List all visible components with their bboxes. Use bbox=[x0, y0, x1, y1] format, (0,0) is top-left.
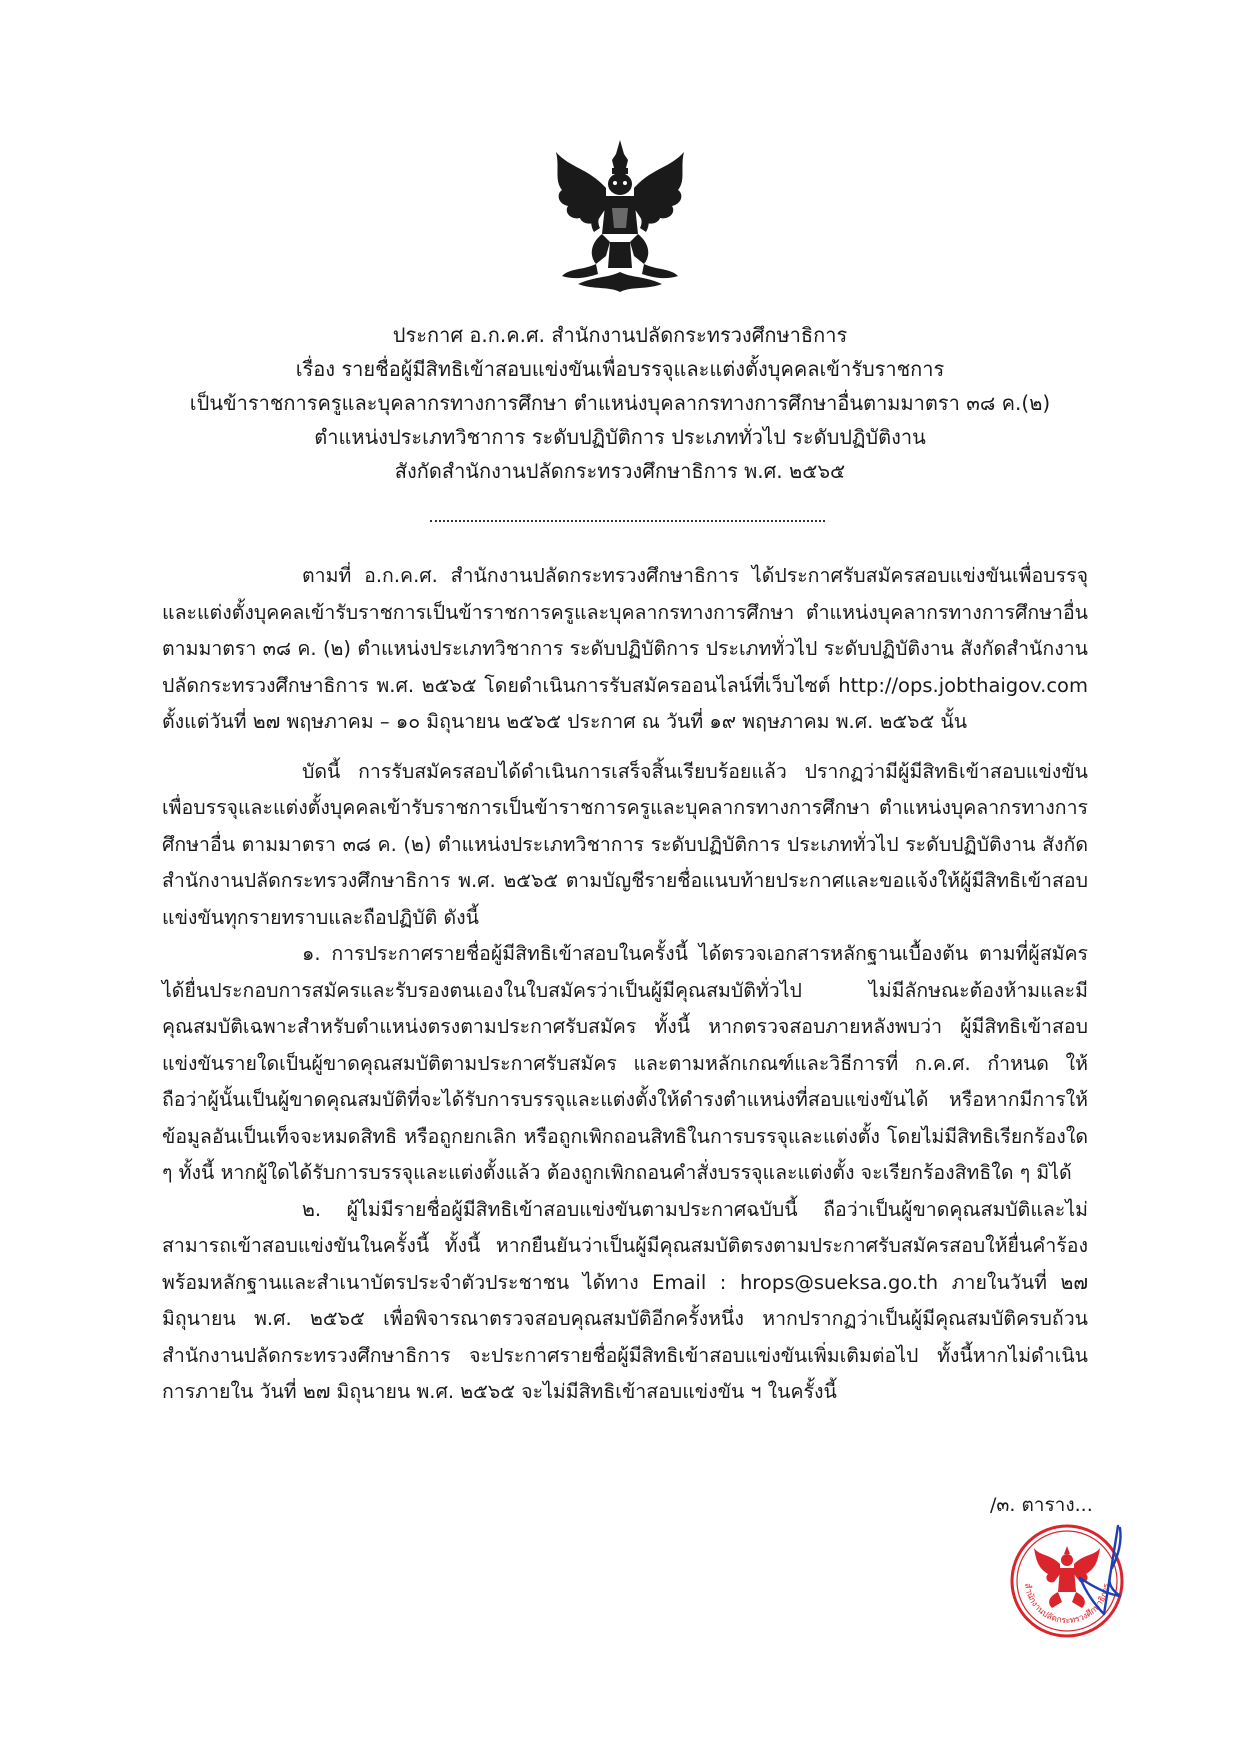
header-line-1: ประกาศ อ.ก.ค.ศ. สำนักงานปลัดกระทรวงศึกษาธิการ bbox=[392, 323, 848, 347]
paragraph-1: ตามที่ อ.ก.ค.ศ. สำนักงานปลัดกระทรวงศึกษาธิการ ได้ประกาศรับสมัครสอบแข่งขันเพื่อบรรจุและแต่งตั้งบุคคลเข้ารับราชการเป็นข้าราชการครูและบุคลากรทางการศึกษา ตำแหน่งบุคลากรทางการศึกษาอื่นตามมาตรา ๓๘ ค. (๒) ตำแหน่งประเภทวิชาการ ระดับปฏิบัติการ ประเภททั่วไป ระดับปฏิบัติงาน สังกัดสำนักงานปลัดกระทรวงศึกษาธิการ พ.ศ. ๒๕๖๕ โดยดำเนินการรับสมัครออนไลน์ที่เว็บไซต์ http://ops.jobthaigov.com ตั้งแต่วันที่ ๒๗ พฤษภาคม – ๑๐ มิถุนายน ๒๕๖๕ ประกาศ ณ วันที่ ๑๙ พฤษภาคม พ.ศ. ๒๕๖๕ นั้น bbox=[162, 564, 1088, 733]
dotted-divider bbox=[430, 520, 825, 522]
signature-mark bbox=[1060, 1520, 1140, 1630]
paragraph-2: บัดนี้ การรับสมัครสอบได้ดำเนินการเสร็จสิ้นเรียบร้อยแล้ว ปรากฏว่ามีผู้มีสิทธิเข้าสอบแข่งขันเพื่อบรรจุและแต่งตั้งบุคคลเข้ารับราชการเป็นข้าราชการครูและบุคลากรทางการศึกษา ตำแหน่งบุคลากรทางการศึกษาอื่น ตามมาตรา ๓๘ ค. (๒) ตำแหน่งประเภทวิชาการ ระดับปฏิบัติการ ประเภททั่วไป ระดับปฏิบัติงาน สังกัดสำนักงานปลัดกระทรวงศึกษาธิการ พ.ศ. ๒๕๖๕ ตามบัญชีรายชื่อแนบท้ายประกาศและขอแจ้งให้ผู้มีสิทธิเข้าสอบแข่งขันทุกรายทราบและถือปฏิบัติ ดังนี้ bbox=[162, 759, 1088, 929]
item-1: ๑. การประกาศรายชื่อผู้มีสิทธิเข้าสอบในครั้งนี้ ได้ตรวจเอกสารหลักฐานเบื้องต้น ตามที่ผู้สมัครได้ยื่นประกอบการสมัครและรับรองตนเองในใบสมัครว่าเป็นผู้มีคุณสมบัติทั่วไป ไม่มีลักษณะต้องห้ามและมีคุณสมบัติเฉพาะสำหรับตำแหน่งตรงตามประกาศรับสมัคร ทั้งนี้ หากตรวจสอบภายหลังพบว่า ผู้มีสิทธิเข้าสอบแข่งขันรายใดเป็นผู้ขาดคุณสมบัติตามประกาศรับสมัคร และตามหลักเกณฑ์และวิธีการที่ ก.ค.ศ. กำหนด ให้ถือว่าผู้นั้นเป็นผู้ขาดคุณสมบัติที่จะได้รับการบรรจุและแต่งตั้งให้ดำรงตำแหน่งที่สอบแข่งขันได้ หรือหากมีการให้ข้อมูลอันเป็นเท็จจะหมดสิทธิ หรือถูกยกเลิก หรือถูกเพิกถอนสิทธิในการบรรจุและแต่งตั้ง โดยไม่มีสิทธิเรียกร้องใด ๆ ทั้งนี้ หากผู้ใดได้รับการบรรจุและแต่งตั้งแล้ว ต้องถูกเพิกถอนคำสั่งบรรจุและแต่งตั้ง จะเรียกร้องสิทธิใด ๆ มิได้ bbox=[162, 942, 1088, 1184]
header-line-5: สังกัดสำนักงานปลัดกระทรวงศึกษาธิการ พ.ศ. ๒๕๖๕ bbox=[394, 459, 846, 483]
item-2: ๒. ผู้ไม่มีรายชื่อผู้มีสิทธิเข้าสอบแข่งขันตามประกาศฉบับนี้ ถือว่าเป็นผู้ขาดคุณสมบัติและไม่สามารถเข้าสอบแข่งขันในครั้งนี้ ทั้งนี้ หากยืนยันว่าเป็นผู้มีคุณสมบัติตรงตามประกาศรับสมัครสอบให้ยื่นคำร้องพร้อมหลักฐานและสำเนาบัตรประจำตัวประชาชน ได้ทาง Email : hrops@sueksa.go.th ภายในวันที่ ๒๗ มิถุนายน พ.ศ. ๒๕๖๕ เพื่อพิจารณาตรวจสอบคุณสมบัติอีกครั้งหนึ่ง หากปรากฏว่าเป็นผู้มีคุณสมบัติครบถ้วน สำนักงานปลัดกระทรวงศึกษาธิการ จะประกาศรายชื่อผู้มีสิทธิเข้าสอบแข่งขันเพิ่มเติมต่อไป ทั้งนี้หากไม่ดำเนินการภายใน วันที่ ๒๗ มิถุนายน พ.ศ. ๒๕๖๕ จะไม่มีสิทธิเข้าสอบแข่งขัน ฯ ในครั้งนี้ bbox=[162, 1197, 1088, 1403]
announcement-header bbox=[150, 318, 1090, 488]
header-line-4: ตำแหน่งประเภทวิชาการ ระดับปฏิบัติการ ประเภททั่วไป ระดับปฏิบัติงาน bbox=[314, 425, 926, 449]
header-subject-line: เรื่อง รายชื่อผู้มีสิทธิเข้าสอบแข่งขันเพื่อบรรจุและแต่งตั้งบุคคลเข้ารับราชการ bbox=[295, 357, 945, 381]
continuation-note: /๓. ตาราง... bbox=[990, 1494, 1093, 1516]
garuda-emblem-icon bbox=[548, 138, 692, 294]
seal-text: สำนักงานปลัดกระทรวงศึกษาธิการ bbox=[1021, 1582, 1112, 1627]
header-line-3: เป็นข้าราชการครูและบุคลากรทางการศึกษา ตำแหน่งบุคลากรทางการศึกษาอื่นตามมาตรา ๓๘ ค.(๒) bbox=[189, 391, 1051, 415]
announcement-body bbox=[162, 558, 1088, 1411]
